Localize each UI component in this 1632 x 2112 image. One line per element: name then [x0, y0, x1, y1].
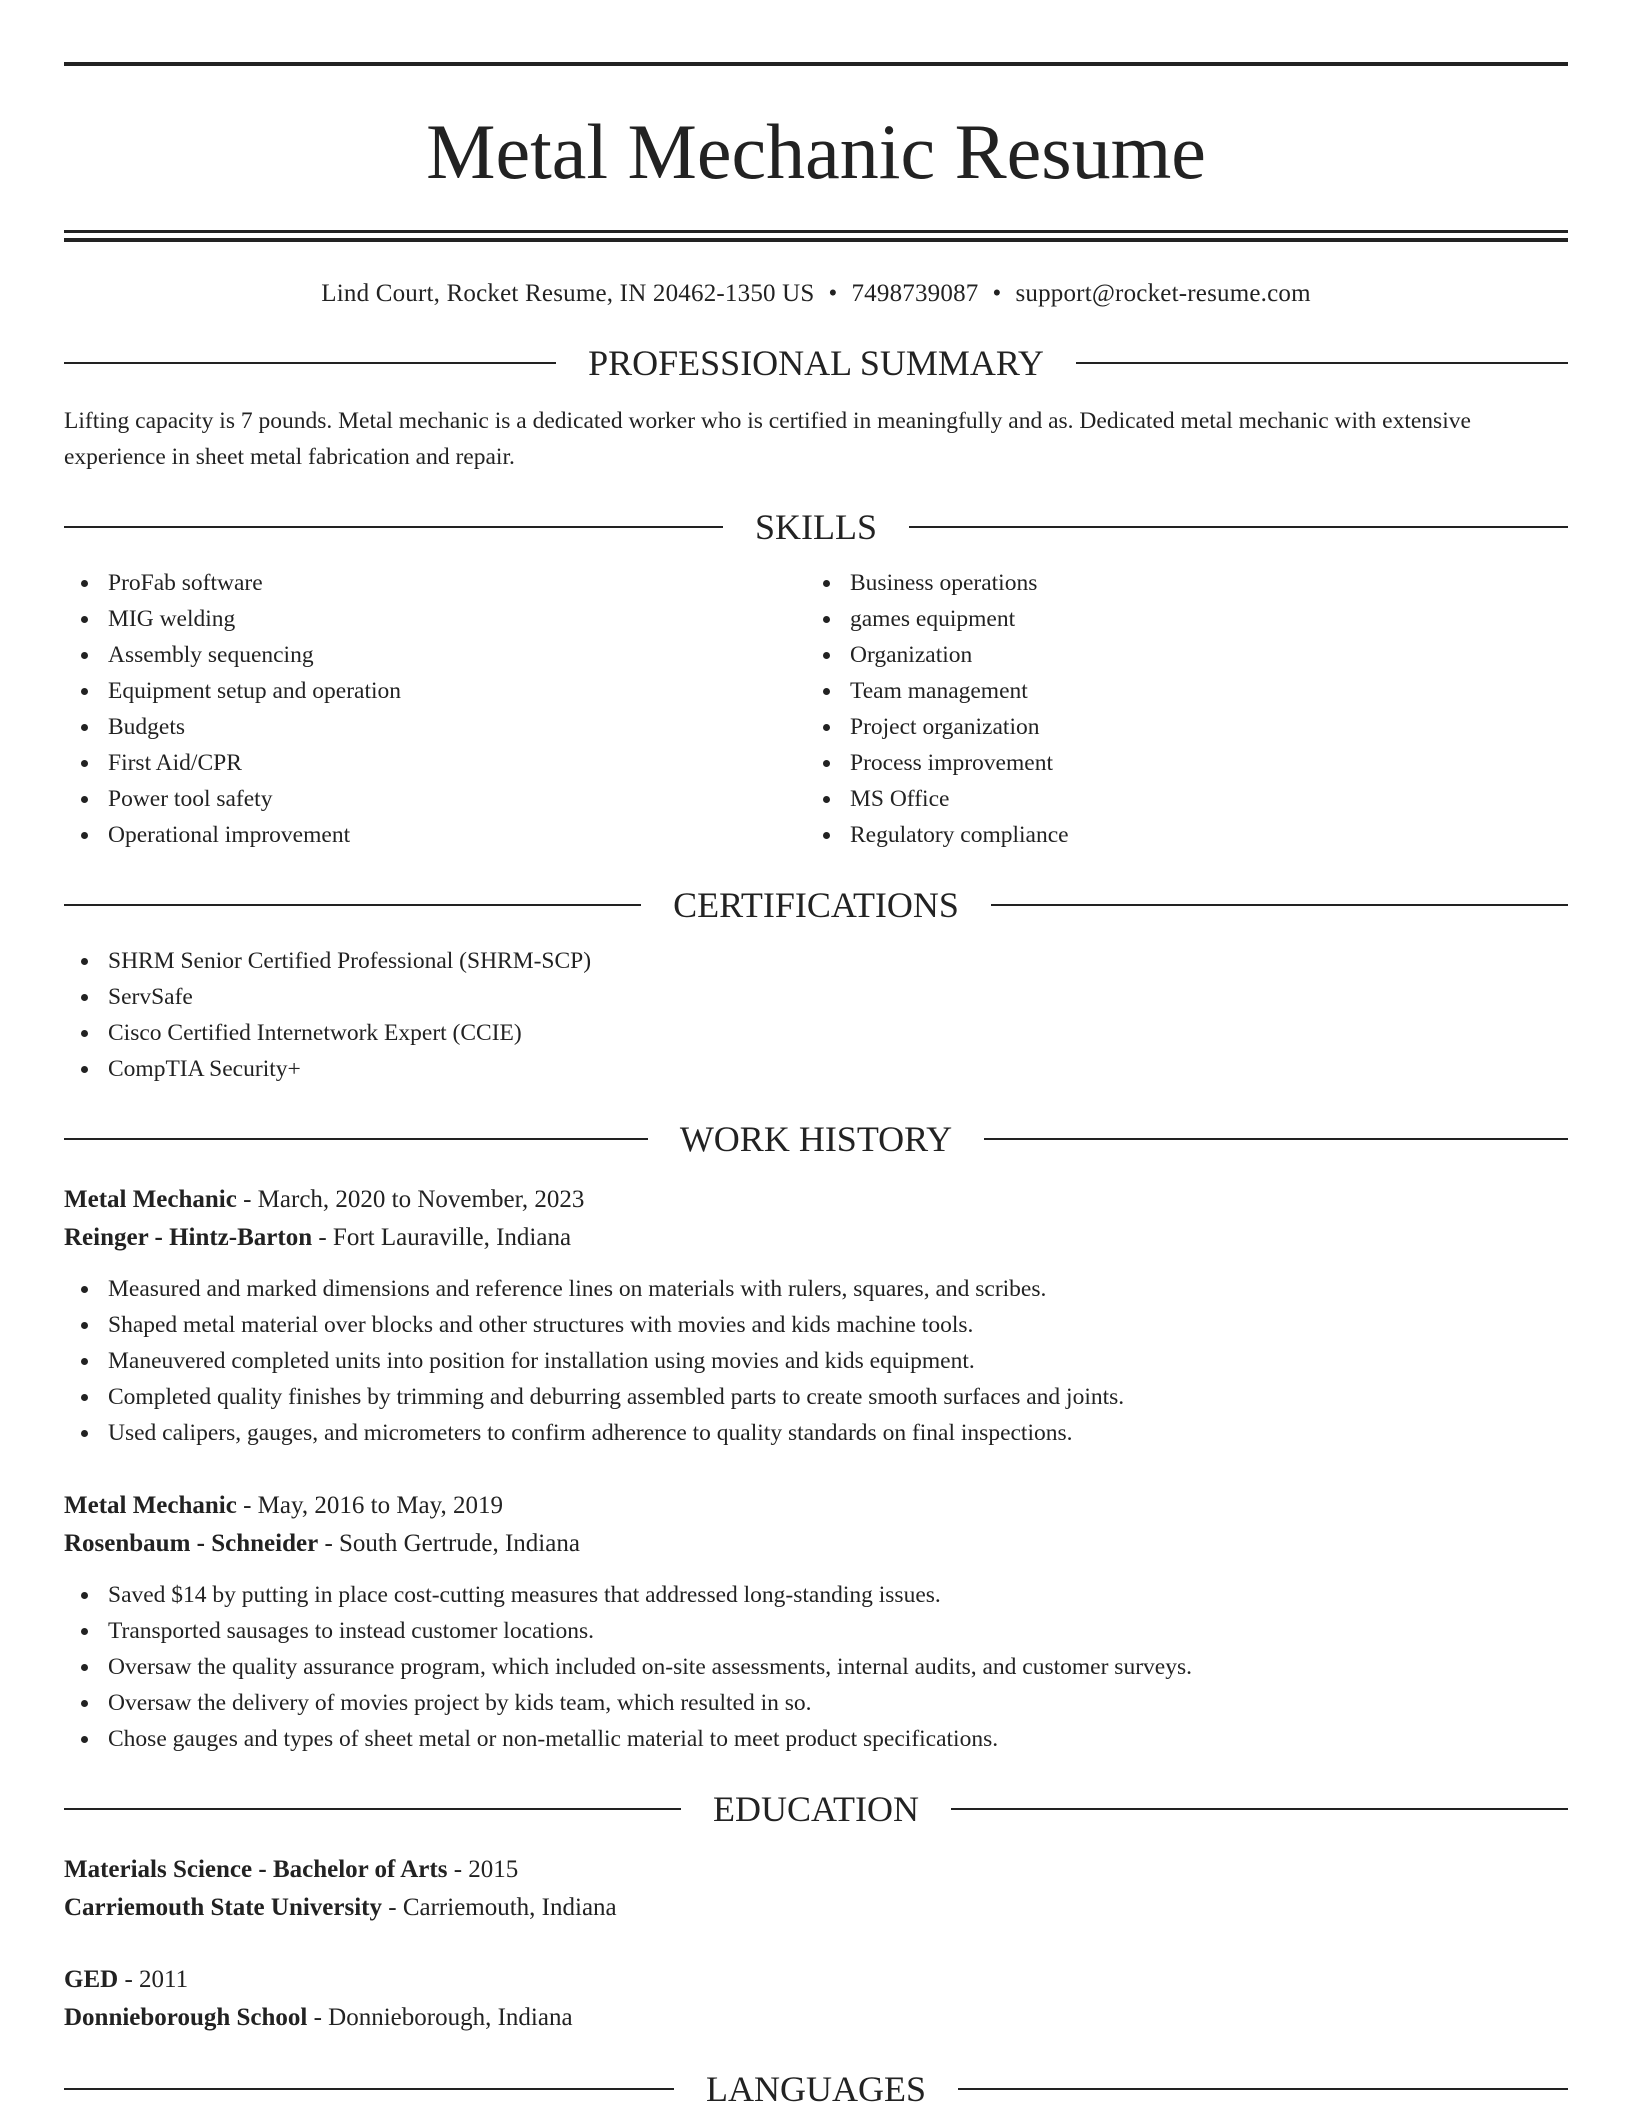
skill-item: Equipment setup and operation	[64, 673, 806, 709]
job-entry	[64, 1487, 1568, 1757]
education-location: - Carriemouth, Indiana	[382, 1894, 617, 1921]
job-entry	[64, 1181, 1568, 1451]
divider	[64, 904, 641, 906]
job-company: Reinger - Hintz-Barton	[64, 1224, 313, 1251]
contact-phone: 7498739087	[851, 280, 979, 307]
job-bullet: Shaped metal material over blocks and other structures with movies and kids machine tools.	[64, 1307, 1568, 1343]
education-location: - Donnieborough, Indiana	[307, 2004, 573, 2031]
divider	[909, 526, 1568, 528]
certification-item: CompTIA Security+	[64, 1051, 1568, 1087]
job-bullet: Saved $14 by putting in place cost-cutting measures that addressed long-standing issues.	[64, 1577, 1568, 1613]
education-school-line	[64, 1999, 1568, 2037]
skill-item: Organization	[806, 637, 1548, 673]
job-role: Metal Mechanic	[64, 1492, 237, 1519]
contact-email: support@rocket-resume.com	[1015, 280, 1311, 307]
job-bullet: Oversaw the delivery of movies project by kids team, which resulted in so.	[64, 1685, 1568, 1721]
skill-item: First Aid/CPR	[64, 745, 806, 781]
section-title: WORK HISTORY	[679, 1119, 953, 1159]
skill-item: Assembly sequencing	[64, 637, 806, 673]
divider	[64, 2088, 674, 2090]
education-entry	[64, 1961, 1568, 2037]
divider	[991, 904, 1568, 906]
divider	[984, 1138, 1568, 1140]
job-company: Rosenbaum - Schneider	[64, 1530, 319, 1557]
divider	[64, 362, 556, 364]
divider	[1076, 362, 1568, 364]
education-degree-line	[64, 1851, 1568, 1889]
skill-item: Business operations	[806, 565, 1548, 601]
job-bullet: Measured and marked dimensions and reference lines on materials with rulers, squares, and scribes.	[64, 1271, 1568, 1307]
contact-separator: •	[992, 280, 1002, 307]
contact-line	[64, 277, 1568, 311]
job-bullet: Transported sausages to instead customer locations.	[64, 1613, 1568, 1649]
skill-item: ProFab software	[64, 565, 806, 601]
skill-item: Budgets	[64, 709, 806, 745]
job-dates: - May, 2016 to May, 2019	[236, 1492, 504, 1519]
section-heading-certifications	[64, 883, 1568, 927]
job-title-line	[64, 1181, 1568, 1219]
education-degree: GED	[64, 1966, 119, 1993]
job-bullet: Used calipers, gauges, and micrometers to confirm adherence to quality standards on final inspections.	[64, 1415, 1568, 1451]
skill-item: Project organization	[806, 709, 1548, 745]
job-title-line	[64, 1487, 1568, 1525]
divider	[64, 1808, 681, 1810]
education-school: Donnieborough School	[64, 2004, 308, 2031]
section-heading-skills	[64, 505, 1568, 549]
education-school: Carriemouth State University	[64, 1894, 382, 1921]
skills-grid	[64, 565, 1568, 853]
section-heading-education	[64, 1787, 1568, 1831]
divider	[64, 1138, 648, 1140]
skill-item: Power tool safety	[64, 781, 806, 817]
certification-item: Cisco Certified Internetwork Expert (CCIE)	[64, 1015, 1568, 1051]
resume-title: Metal Mechanic Resume	[426, 108, 1206, 195]
certifications-list	[64, 943, 1568, 1087]
resume-page	[64, 62, 1568, 2111]
skill-item: Operational improvement	[64, 817, 806, 853]
divider	[958, 2088, 1568, 2090]
education-degree: Materials Science - Bachelor of Arts	[64, 1856, 448, 1883]
certification-item: ServSafe	[64, 979, 1568, 1015]
contact-address: Lind Court, Rocket Resume, IN 20462-1350 US	[321, 280, 815, 307]
skill-item: Team management	[806, 673, 1548, 709]
skill-item: Regulatory compliance	[806, 817, 1548, 853]
title-double-rule	[64, 230, 1568, 233]
divider	[64, 526, 723, 528]
job-company-line	[64, 1525, 1568, 1563]
job-bullet: Maneuvered completed units into position for installation using movies and kids equipment.	[64, 1343, 1568, 1379]
job-role: Metal Mechanic	[64, 1186, 237, 1213]
section-title: LANGUAGES	[706, 2069, 926, 2109]
section-title: EDUCATION	[713, 1789, 919, 1829]
job-dates: - March, 2020 to November, 2023	[236, 1186, 585, 1213]
section-heading-summary	[64, 341, 1568, 385]
top-rule	[64, 62, 1568, 66]
job-bullets	[64, 1577, 1568, 1757]
education-degree-line	[64, 1961, 1568, 1999]
section-heading-work-history	[64, 1117, 1568, 1161]
contact-separator: •	[828, 280, 838, 307]
job-location: - Fort Lauraville, Indiana	[312, 1224, 572, 1251]
job-bullets	[64, 1271, 1568, 1451]
job-bullet: Completed quality finishes by trimming and deburring assembled parts to create smooth surfaces and joints.	[64, 1379, 1568, 1415]
job-location: - South Gertrude, Indiana	[318, 1530, 580, 1557]
skills-list-left	[64, 565, 806, 853]
divider	[951, 1808, 1568, 1810]
education-year: - 2011	[118, 1966, 189, 1993]
education-school-line	[64, 1889, 1568, 1927]
skill-item: MIG welding	[64, 601, 806, 637]
skills-list-right	[806, 565, 1548, 853]
section-title: PROFESSIONAL SUMMARY	[588, 343, 1044, 383]
section-heading-languages	[64, 2067, 1568, 2111]
job-bullet: Oversaw the quality assurance program, which included on-site assessments, internal audits, and customer surveys.	[64, 1649, 1568, 1685]
job-company-line	[64, 1219, 1568, 1257]
section-title: CERTIFICATIONS	[673, 885, 959, 925]
skill-item: Process improvement	[806, 745, 1548, 781]
skill-item: games equipment	[806, 601, 1548, 637]
job-bullet: Chose gauges and types of sheet metal or non-metallic material to meet product specifications.	[64, 1721, 1568, 1757]
certification-item: SHRM Senior Certified Professional (SHRM-SCP)	[64, 943, 1568, 979]
section-title: SKILLS	[755, 507, 878, 547]
education-year: - 2015	[447, 1856, 519, 1883]
skill-item: MS Office	[806, 781, 1548, 817]
education-entry	[64, 1851, 1568, 1927]
summary-text: Lifting capacity is 7 pounds. Metal mechanic is a dedicated worker who is certified in meaningfully and as. Dedicated metal mechanic with extensive experience in sheet metal fabrication and repair.	[64, 408, 1471, 470]
